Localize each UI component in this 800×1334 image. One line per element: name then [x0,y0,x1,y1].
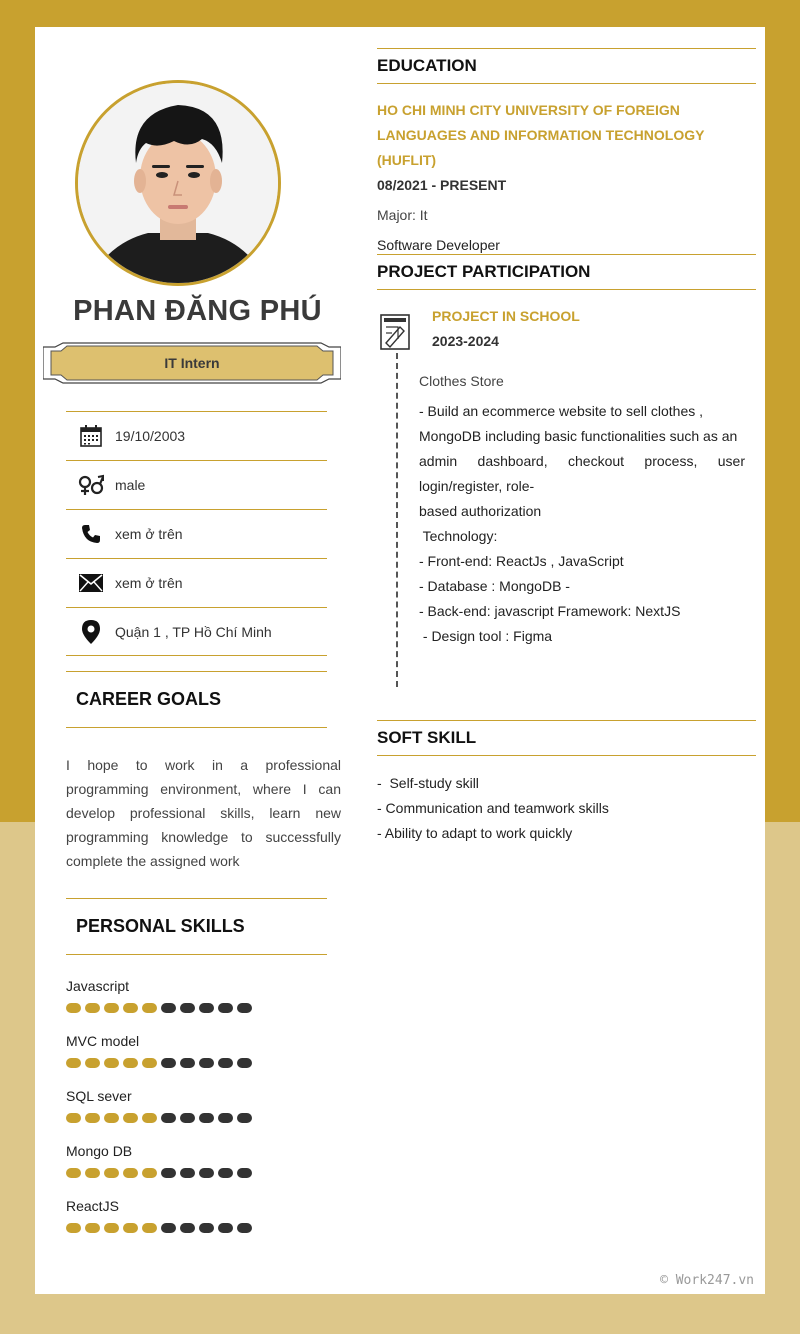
project-desc-line: admin dashboard, checkout process, user [419,453,745,469]
skill-dot-empty [161,1223,176,1233]
skill-dot-filled [85,1003,100,1013]
education-entry [377,98,756,258]
skill-rating [66,1168,326,1178]
skill-dot-empty [161,1168,176,1178]
project-desc-line: MongoDB including basic functionalities such as an [419,428,738,444]
skill-dot-empty [218,1003,233,1013]
skill-dot-filled [142,1058,157,1068]
soft-skills-heading: SOFT SKILL [377,720,756,756]
contact-phone [66,509,327,558]
skill-dot-empty [199,1003,214,1013]
soft-skill-item: - Communication and teamwork skills [377,800,609,816]
job-title-ribbon [43,341,341,385]
education-heading: EDUCATION [377,48,756,84]
skill-dot-filled [123,1058,138,1068]
skill-dot-empty [237,1113,252,1123]
skill-dot-filled [66,1223,81,1233]
skill-dot-empty [237,1058,252,1068]
project-header [432,304,580,354]
skill-dot-empty [237,1223,252,1233]
watermark: © Work247.vn [660,1273,754,1288]
gender-value: male [115,477,146,493]
skill-name: ReactJS [66,1198,119,1214]
soft-skill-item: - Self-study skill [377,775,479,791]
skill-dot-filled [123,1168,138,1178]
job-title: IT Intern [164,355,220,371]
avatar [75,80,281,286]
skill-dot-filled [104,1003,119,1013]
project-desc-line: - Build an ecommerce website to sell clothes , [419,403,704,419]
skill-dot-filled [104,1113,119,1123]
skill-item [66,1030,326,1085]
skill-rating [66,1058,326,1068]
project-drafting-icon [378,313,414,358]
project-tech-heading: Technology: [419,528,498,544]
school-name-line1: HO CHI MINH CITY UNIVERSITY OF FOREIGN [377,102,680,118]
skill-rating [66,1223,326,1233]
education-major: Major: It [377,207,428,223]
location-pin-icon [66,620,115,644]
email-value: xem ở trên [115,575,183,591]
skill-dot-empty [218,1168,233,1178]
skill-dot-empty [199,1113,214,1123]
skill-dot-filled [104,1223,119,1233]
skill-dot-filled [85,1113,100,1123]
skill-item [66,1195,326,1250]
skill-dot-filled [85,1168,100,1178]
personal-skills-heading: PERSONAL SKILLS [66,898,327,955]
skill-dot-empty [161,1113,176,1123]
skill-rating [66,1113,326,1123]
project-tech-line: - Back-end: javascript Framework: NextJS [419,603,681,619]
skill-dot-empty [180,1058,195,1068]
career-goals-heading: CAREER GOALS [66,671,327,728]
project-period: 2023-2024 [432,333,499,349]
career-goals-text: I hope to work in a professional programming environment, where I can develop professional skills, learn new programming knowledge to successfully complete the assigned work [66,757,341,869]
address-value: Quận 1 , TP Hồ Chí Minh [115,623,272,640]
soft-skills-list [377,771,609,846]
skill-dot-filled [85,1058,100,1068]
skill-item [66,1085,326,1140]
skill-dot-filled [66,1003,81,1013]
skill-dot-filled [142,1168,157,1178]
mail-icon [66,574,115,592]
skill-dot-empty [161,1058,176,1068]
skill-dot-empty [180,1223,195,1233]
skill-dot-empty [237,1168,252,1178]
skill-dot-filled [123,1003,138,1013]
gender-icon [66,474,115,496]
project-tech-line: - Design tool : Figma [419,628,553,644]
skill-dot-empty [218,1223,233,1233]
project-tech-line: - Front-end: ReactJs , JavaScript [419,553,624,569]
skill-dot-empty [180,1113,195,1123]
soft-skill-item: - Ability to adapt to work quickly [377,825,573,841]
project-timeline-line [396,353,398,687]
education-role: Software Developer [377,237,500,253]
skill-dot-filled [142,1113,157,1123]
skill-dot-empty [199,1168,214,1178]
contact-list [66,411,327,656]
candidate-name: PHAN ĐĂNG PHÚ [73,295,322,327]
projects-heading: PROJECT PARTICIPATION [377,254,756,290]
project-name: PROJECT IN SCHOOL [432,308,580,324]
contact-email [66,558,327,607]
skill-name: SQL sever [66,1088,132,1104]
skill-dot-empty [180,1168,195,1178]
skill-dot-filled [85,1223,100,1233]
project-description [419,369,745,649]
skill-dot-empty [199,1058,214,1068]
skill-dot-filled [142,1223,157,1233]
skill-dot-filled [66,1113,81,1123]
skill-dot-filled [123,1113,138,1123]
skill-name: Mongo DB [66,1143,133,1159]
skill-dot-empty [180,1003,195,1013]
skill-rating [66,1003,326,1013]
project-title: Clothes Store [419,373,504,389]
skill-dot-filled [66,1168,81,1178]
skill-dot-filled [66,1058,81,1068]
school-name-line2: LANGUAGES AND INFORMATION TECHNOLOGY (HUFLIT) [377,127,705,168]
skill-dot-empty [199,1223,214,1233]
skill-dot-empty [237,1003,252,1013]
education-period: 08/2021 - PRESENT [377,177,507,193]
contact-gender [66,460,327,509]
skill-item [66,975,326,1030]
project-tech-line: - Database : MongoDB - [419,578,570,594]
skill-name: MVC model [66,1033,140,1049]
calendar-icon [66,425,115,447]
birthday-value: 19/10/2003 [115,428,186,444]
skill-dot-empty [218,1058,233,1068]
personal-skills-list [66,975,326,1250]
skill-dot-filled [123,1223,138,1233]
skill-dot-filled [142,1003,157,1013]
cv-paper [35,27,765,1294]
skill-dot-filled [104,1168,119,1178]
skill-dot-empty [218,1113,233,1123]
skill-item [66,1140,326,1195]
project-desc-line: based authorization [419,503,542,519]
contact-address [66,607,327,656]
phone-value: xem ở trên [115,526,183,542]
skill-dot-empty [161,1003,176,1013]
skill-name: Javascript [66,978,130,994]
skill-dot-filled [104,1058,119,1068]
project-desc-line: login/register, role- [419,478,535,494]
phone-icon [66,524,115,544]
contact-birthday [66,411,327,460]
